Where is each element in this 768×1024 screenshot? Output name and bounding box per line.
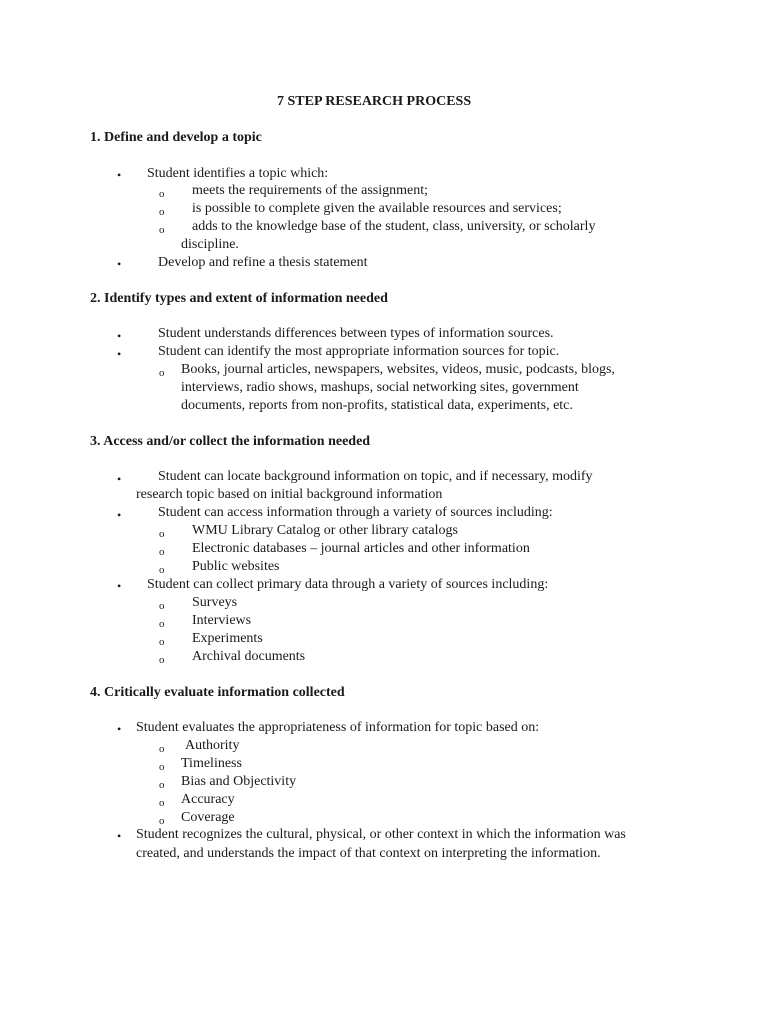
sub-bullet-icon: o [159,815,165,827]
list-item: Student can locate background information on topic, and if necessary, modify [158,469,593,484]
sub-list-item: meets the requirements of the assignment; [192,183,428,198]
list-item-continuation: created, and understands the impact of that context on interpreting the information. [136,846,601,861]
section-heading-1: 1. Define and develop a topic [90,130,262,145]
sub-bullet-icon: o [159,797,165,809]
section-heading-2: 2. Identify types and extent of information needed [90,291,388,306]
sub-bullet-icon: o [159,546,165,558]
sub-list-item-continuation: interviews, radio shows, mashups, social networking sites, government [181,380,579,395]
sub-list-item-continuation: discipline. [181,237,239,252]
sub-list-item: Bias and Objectivity [181,774,297,789]
sub-bullet-icon: o [159,528,165,540]
bullet-icon: • [117,329,122,343]
sub-list-item: Authority [185,738,240,753]
bullet-icon: • [117,579,122,593]
list-item: Student can identify the most appropriate information sources for topic. [158,344,560,359]
sub-bullet-icon: o [159,564,165,576]
sub-list-item: Interviews [192,613,252,628]
sub-bullet-icon: o [159,636,165,648]
sub-list-item: Public websites [192,559,280,574]
sub-list-item: Electronic databases – journal articles and other information [192,541,530,556]
sub-bullet-icon: o [159,206,165,218]
sub-list-item: Coverage [181,810,235,825]
list-item: Student understands differences between types of information sources. [158,326,554,341]
list-item: Student evaluates the appropriateness of information for topic based on: [136,720,540,735]
sub-bullet-icon: o [159,779,165,791]
sub-bullet-icon: o [159,743,165,755]
list-item-continuation: research topic based on initial background information [136,487,443,502]
list-item: Develop and refine a thesis statement [158,255,368,270]
page-title: 7 STEP RESEARCH PROCESS [277,94,472,109]
sub-bullet-icon: o [159,188,165,200]
bullet-icon: • [117,508,122,522]
bullet-icon: • [117,257,122,271]
sub-list-item: Surveys [192,595,238,610]
list-item: Student can collect primary data through a variety of sources including: [147,577,549,592]
section-heading-4: 4. Critically evaluate information collected [90,685,345,700]
sub-bullet-icon: o [159,600,165,612]
sub-list-item: adds to the knowledge base of the student, class, university, or scholarly [192,219,596,234]
sub-bullet-icon: o [159,618,165,630]
section-heading-3: 3. Access and/or collect the information needed [90,434,371,449]
sub-list-item: Books, journal articles, newspapers, websites, videos, music, podcasts, blogs, [181,362,615,377]
sub-list-item: Timeliness [181,756,242,771]
list-item: Student identifies a topic which: [147,166,329,181]
sub-bullet-icon: o [159,367,165,379]
sub-bullet-icon: o [159,761,165,773]
sub-list-item: Accuracy [181,792,235,807]
list-item: Student can access information through a variety of sources including: [158,505,553,520]
sub-list-item: WMU Library Catalog or other library catalogs [192,523,458,538]
bullet-icon: • [117,472,122,486]
sub-list-item: is possible to complete given the available resources and services; [192,201,562,216]
list-item: Student recognizes the cultural, physical, or other context in which the information was [136,827,626,842]
sub-list-item: Archival documents [192,649,306,664]
bullet-icon: • [117,168,122,182]
sub-list-item: Experiments [192,631,263,646]
bullet-icon: • [117,347,122,361]
bullet-icon: • [117,722,122,736]
bullet-icon: • [117,829,122,843]
sub-bullet-icon: o [159,654,165,666]
sub-list-item-continuation: documents, reports from non-profits, statistical data, experiments, etc. [181,398,573,413]
sub-bullet-icon: o [159,224,165,236]
